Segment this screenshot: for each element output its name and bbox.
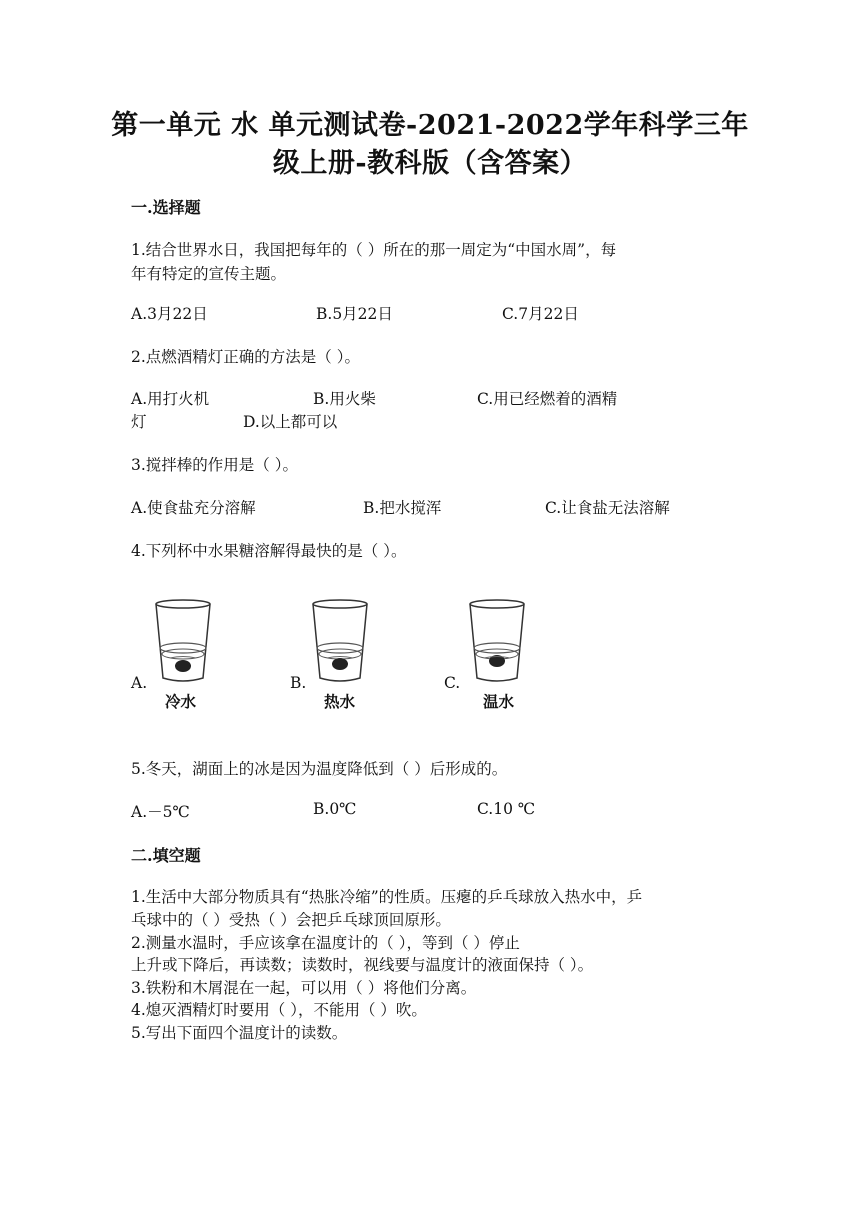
question-4-option-b: B. xyxy=(290,674,307,692)
section-heading-fill-blank: 二.填空题 xyxy=(131,846,201,865)
question-4-text: 4.下列杯中水果糖溶解得最快的是（ ）。 xyxy=(131,542,407,560)
question-1-line1: 1.结合世界水日，我国把每年的（ ）所在的那一周定为“中国水周”，每 xyxy=(131,241,617,259)
section-heading-choice: 一.选择题 xyxy=(131,198,201,217)
question-3-option-c: C.让食盐无法溶解 xyxy=(545,499,670,517)
question-2-text: 2.点燃酒精灯正确的方法是（ ）。 xyxy=(131,348,360,366)
question-2-option-a: A.用打火机 xyxy=(131,390,210,408)
cold-water-label: 冷水 xyxy=(165,693,197,711)
question-3-option-b: B.把水搅浑 xyxy=(363,499,442,517)
question-1-line2: 年有特定的宣传主题。 xyxy=(131,265,287,283)
fill-blank-line: 2.测量水温时，手应该拿在温度计的（ ），等到（ ）停止 xyxy=(131,934,520,952)
question-5-text: 5.冬天，湖面上的冰是因为温度降低到（ ）后形成的。 xyxy=(131,760,508,778)
hot-water-label: 热水 xyxy=(324,693,356,711)
question-1-option-b: B.5月22日 xyxy=(316,305,393,323)
question-4-option-a: A. xyxy=(131,674,148,692)
question-5-option-c: C.10 ℃ xyxy=(477,800,536,818)
page-title-line1: 第一单元 水 单元测试卷-2021-2022学年科学三年 xyxy=(111,110,749,141)
fill-blank-line: 3.铁粉和木屑混在一起，可以用（ ）将他们分离。 xyxy=(131,979,477,997)
page-title-line2: 级上册-教科版（含答案） xyxy=(272,148,588,179)
warm-water-label: 温水 xyxy=(483,693,515,711)
question-1-option-c: C.7月22日 xyxy=(502,305,579,323)
question-2-option-c-cont: 灯 xyxy=(131,413,147,431)
fill-blank-line: 4.熄灭酒精灯时要用（ ），不能用（ ）吹。 xyxy=(131,1001,427,1019)
question-4-option-c: C. xyxy=(444,674,461,692)
question-2-option-b: B.用火柴 xyxy=(313,390,376,408)
question-2-option-d: D.以上都可以 xyxy=(243,413,338,431)
question-1-option-a: A.3月22日 xyxy=(131,305,208,323)
fill-blank-line: 乓球中的（ ）受热（ ）会把乒乓球顶回原形。 xyxy=(131,911,451,929)
fill-blank-line: 5.写出下面四个温度计的读数。 xyxy=(131,1024,348,1042)
question-3-text: 3.搅拌棒的作用是（ ）。 xyxy=(131,456,298,474)
fill-blank-line: 1.生活中大部分物质具有“热胀冷缩”的性质。压瘪的乒乓球放入热水中，乒 xyxy=(131,888,643,906)
question-3-option-a: A.使食盐充分溶解 xyxy=(131,499,256,517)
question-5-option-b: B.0℃ xyxy=(313,800,357,818)
question-5-option-a: A.－5℃ xyxy=(131,803,190,821)
question-2-option-c: C.用已经燃着的酒精 xyxy=(477,390,618,408)
fill-blank-line: 上升或下降后，再读数；读数时，视线要与温度计的液面保持（ ）。 xyxy=(131,956,594,974)
